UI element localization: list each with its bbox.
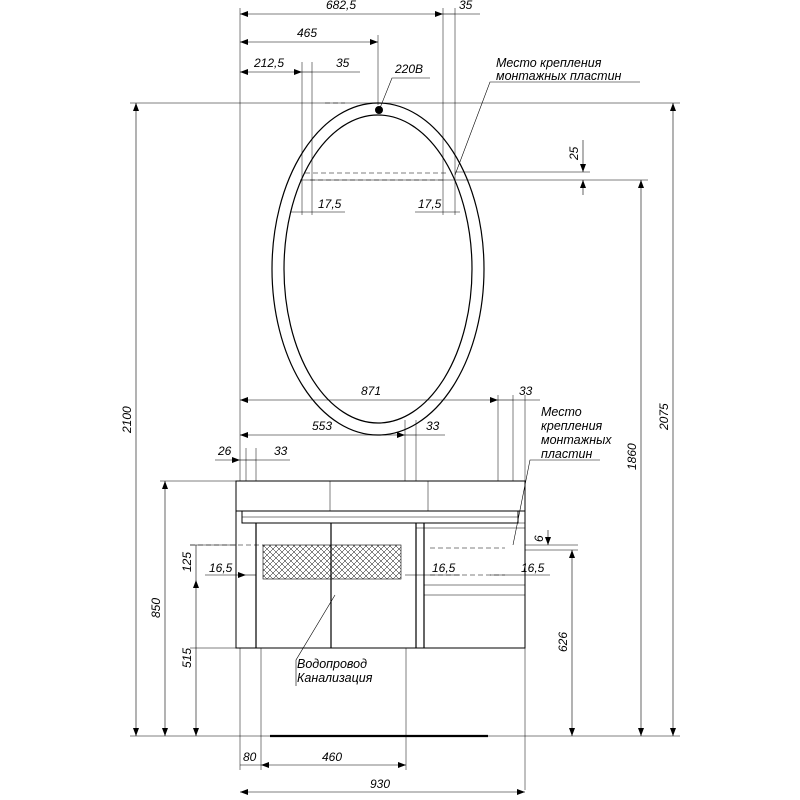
- extension-lines: [130, 8, 680, 790]
- dim-6: 6: [532, 535, 546, 542]
- dim-35-top: 35: [459, 0, 473, 12]
- cabinet-mount-label-1: Место: [541, 405, 582, 419]
- dim-33-left: 33: [274, 444, 288, 458]
- dim-25: 25: [567, 146, 581, 160]
- dim-626: 626: [556, 631, 570, 652]
- dim-17-5-right: 17,5: [418, 197, 442, 211]
- sewer-label: Канализация: [297, 671, 373, 685]
- dim-33-mid: 33: [426, 419, 440, 433]
- cabinet-mount-label-4: пластин: [541, 447, 593, 461]
- dim-125: 125: [180, 551, 194, 572]
- water-supply-label: Водопровод: [297, 657, 368, 671]
- dim-16-5-right: 16,5: [521, 561, 545, 575]
- dim-553: 553: [312, 419, 333, 433]
- dim-80: 80: [243, 750, 257, 764]
- dim-1860: 1860: [625, 443, 639, 470]
- dim-16-5-mid: 16,5: [432, 561, 456, 575]
- dimension-labels: [120, 0, 671, 791]
- mirror-mount-label-1: Место крепления: [496, 56, 602, 70]
- dim-16-5-left: 16,5: [209, 561, 233, 575]
- dim-35-second: 35: [336, 56, 350, 70]
- plumbing-zone: [263, 545, 401, 579]
- dim-871: 871: [361, 384, 382, 398]
- dim-515: 515: [180, 647, 194, 668]
- cabinet-mount-label-3: монтажных: [541, 433, 612, 447]
- cabinet-mount-label-2: крепления: [541, 419, 603, 433]
- vanity-cabinet: [190, 481, 525, 648]
- dim-460: 460: [322, 750, 343, 764]
- dim-682-5: 682,5: [326, 0, 357, 12]
- dimension-lines: [136, 14, 673, 792]
- mirror-mount-label-2: монтажных пластин: [496, 69, 622, 83]
- dim-930: 930: [370, 777, 391, 791]
- dim-2100: 2100: [120, 406, 134, 433]
- dim-power: 220В: [395, 62, 424, 76]
- dim-850: 850: [149, 597, 163, 618]
- power-socket-icon: [375, 106, 383, 114]
- dim-17-5-left: 17,5: [318, 197, 342, 211]
- dim-26: 26: [218, 444, 232, 458]
- dim-212-5: 212,5: [254, 56, 285, 70]
- dim-33-right: 33: [519, 384, 533, 398]
- dim-2075: 2075: [657, 403, 671, 430]
- dim-465: 465: [297, 26, 318, 40]
